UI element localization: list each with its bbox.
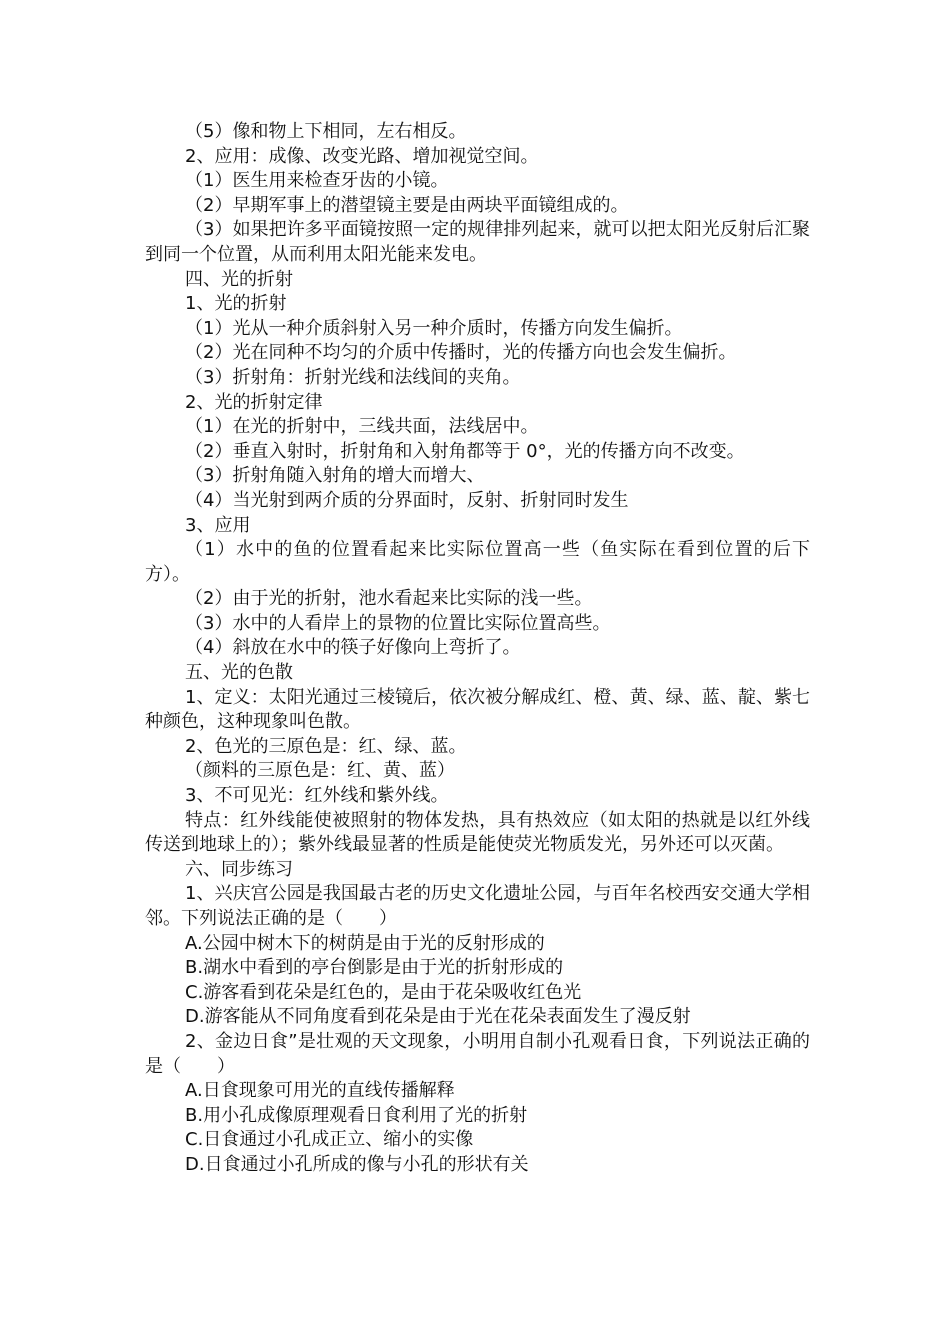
- section-heading-refraction: 四、光的折射: [185, 268, 293, 290]
- subheading-refraction-law: 2、光的折射定律: [185, 391, 323, 413]
- question-1-option-a: A.公园中树木下的树荫是由于光的反射形成的: [185, 932, 545, 954]
- question-1-option-c: C.游客看到花朵是红色的，是由于花朵吸收红色光: [185, 981, 582, 1003]
- paragraph-primary-colors-light: 2、色光的三原色是：红、绿、蓝。: [185, 735, 467, 757]
- paragraph-refraction-2: （2）光在同种不均匀的介质中传播时，光的传播方向也会发生偏折。: [185, 342, 737, 364]
- paragraph-application-4: （4）斜放在水中的筷子好像向上弯折了。: [185, 637, 521, 659]
- paragraph-solar-mirrors: （3）如果把许多平面镜按照一定的规律排列起来，就可以把太阳光反射后汇聚到同一个位置，从而利用太阳光能来发电。: [145, 219, 810, 265]
- section-heading-dispersion: 五、光的色散: [185, 662, 293, 684]
- document-body: [145, 120, 810, 1178]
- paragraph-periscope: （2）早期军事上的潜望镜主要是由两块平面镜组成的。: [185, 194, 629, 216]
- paragraph-application: 2、应用：成像、改变光路、增加视觉空间。: [185, 145, 539, 167]
- paragraph-dental-mirror: （1）医生用来检查牙齿的小镜。: [185, 170, 449, 192]
- paragraph-invisible-light: 3、不可见光：红外线和紫外线。: [185, 785, 449, 807]
- question-1: 1、兴庆宫公园是我国最古老的历史文化遗址公园，与百年名校西安交通大学相邻。下列说法正确的是（ ）: [145, 883, 810, 929]
- paragraph-application-3: （3）水中的人看岸上的景物的位置比实际位置高些。: [185, 612, 611, 634]
- question-2-option-a: A.日食现象可用光的直线传播解释: [185, 1080, 455, 1102]
- paragraph-image-property-5: （5）像和物上下相同，左右相反。: [185, 121, 467, 142]
- paragraph-refraction-3: （3）折射角：折射光线和法线间的夹角。: [185, 366, 521, 388]
- paragraph-application-1: （1）水中的鱼的位置看起来比实际位置高一些（鱼实际在看到位置的后下方）。: [145, 539, 810, 585]
- paragraph-law-3: （3）折射角随入射角的增大而增大、: [185, 465, 485, 487]
- question-2-option-b: B.用小孔成像原理观看日食利用了光的折射: [185, 1104, 528, 1126]
- paragraph-law-1: （1）在光的折射中，三线共面，法线居中。: [185, 416, 539, 438]
- subheading-refraction: 1、光的折射: [185, 293, 287, 315]
- paragraph-law-4: （4）当光射到两介质的分界面时，反射、折射同时发生: [185, 489, 629, 511]
- paragraph-refraction-1: （1）光从一种介质斜射入另一种介质时，传播方向发生偏折。: [185, 317, 683, 339]
- question-2-option-d: D.日食通过小孔所成的像与小孔的形状有关: [185, 1153, 529, 1175]
- question-2-option-c: C.日食通过小孔成正立、缩小的实像: [185, 1129, 474, 1151]
- question-1-option-d: D.游客能从不同角度看到花朵是由于光在花朵表面发生了漫反射: [185, 1006, 691, 1028]
- paragraph-dispersion-definition: 1、定义：太阳光通过三棱镜后，依次被分解成红、橙、黄、绿、蓝、靛、紫七种颜色，这种现象叫色散。: [145, 686, 810, 733]
- paragraph-invisible-light-features: 特点：红外线能使被照射的物体发热，具有热效应（如太阳的热就是以红外线传送到地球上的）；紫外线最显著的性质是能使荧光物质发光，另外还可以灭菌。: [145, 809, 810, 856]
- paragraph-law-2: （2）垂直入射时，折射角和入射角都等于 0°，光的传播方向不改变。: [185, 440, 745, 462]
- question-2: 2、金边日食”是壮观的天文现象，小明用自制小孔观看日食，下列说法正确的是（ ）: [145, 1030, 810, 1077]
- section-heading-exercises: 六、同步练习: [185, 858, 293, 880]
- paragraph-application-2: （2）由于光的折射，池水看起来比实际的浅一些。: [185, 588, 593, 610]
- question-1-option-b: B.湖水中看到的亭台倒影是由于光的折射形成的: [185, 957, 564, 979]
- subheading-refraction-application: 3、应用: [185, 514, 251, 536]
- paragraph-primary-colors-pigment: （颜料的三原色是：红、黄、蓝）: [185, 760, 455, 782]
